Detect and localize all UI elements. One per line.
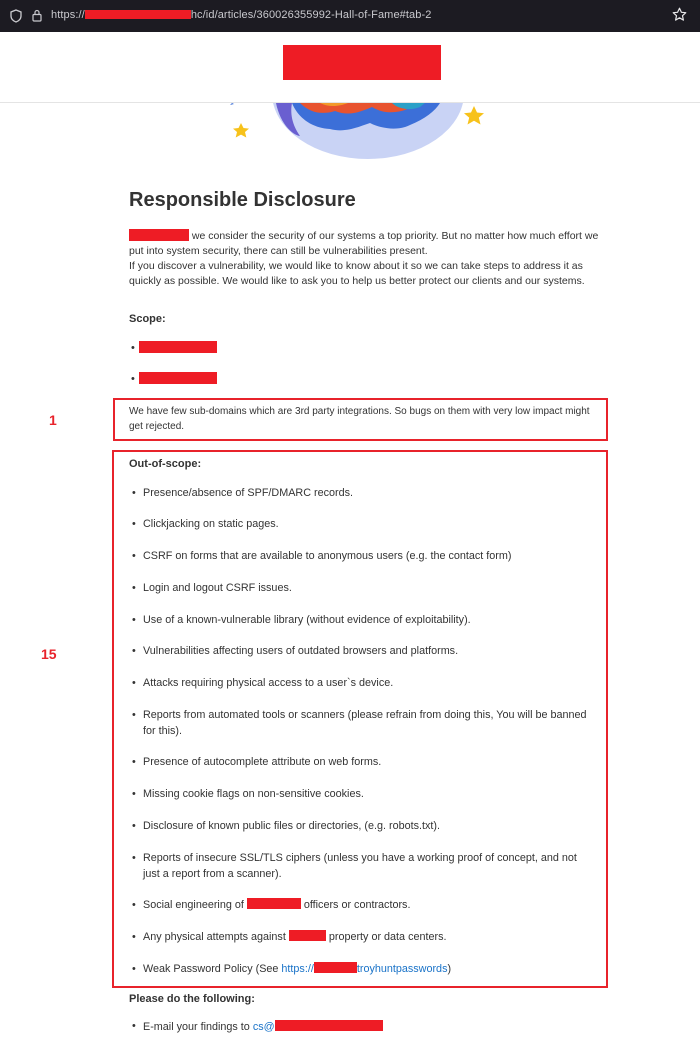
address-bar[interactable]: [51, 9, 431, 21]
redacted-logo[interactable]: [283, 45, 441, 80]
list-item: • Vulnerabilities affecting users of outdated browsers and platforms.: [132, 643, 592, 659]
site-header: [0, 32, 700, 103]
list-item: [132, 961, 592, 977]
shield-icon[interactable]: [10, 9, 22, 23]
redacted-company-name: [247, 898, 301, 909]
physical-pre-text: Any physical attempts against: [143, 931, 289, 943]
lock-icon[interactable]: [32, 9, 42, 22]
redacted-company-name: [129, 229, 189, 241]
redacted-domain: [85, 10, 191, 19]
list-item: • CSRF on forms that are available to anonymous users (e.g. the contact form): [132, 548, 592, 564]
scope-item: •: [131, 372, 217, 385]
intro-line2: If you discover a vulnerability, we would like to know about it so we can take steps to address it as quickly as possible. We would like to ask you to help us better protect our clients and our systems.: [129, 260, 585, 287]
weak-pre-text: Weak Password Policy (See: [143, 963, 282, 975]
list-item: • Presence of autocomplete attribute on web forms.: [132, 754, 592, 770]
redacted-link-domain: [314, 962, 357, 973]
redacted-scope-domain: [139, 372, 217, 384]
list-item: [132, 897, 592, 913]
list-item: • Presence/absence of SPF/DMARC records.: [132, 485, 592, 501]
intro-line1: we consider the security of our systems a top priority. But no matter how much effort we put into system security, there can still be vulnerabilities present.: [129, 230, 599, 257]
out-of-scope-heading: Out-of-scope:: [129, 458, 202, 470]
url-prefix: https://: [51, 9, 85, 21]
page-title: Responsible Disclosure: [129, 189, 356, 211]
redacted-scope-domain: [139, 341, 217, 353]
list-item: • Clickjacking on static pages.: [132, 516, 592, 532]
annotation-label-15: 15: [41, 646, 57, 662]
url-suffix: hc/id/articles/360026355992-Hall-of-Fame#tab-2: [190, 9, 432, 21]
hero-art: [0, 103, 700, 163]
list-item: [132, 1020, 383, 1033]
physical-post-text: property or data centers.: [325, 931, 447, 943]
list-item: • Missing cookie flags on non-sensitive cookies.: [132, 786, 592, 802]
list-item: • Login and logout CSRF issues.: [132, 580, 592, 596]
annotation-label-1: 1: [49, 412, 57, 428]
follow-heading: Please do the following:: [129, 993, 255, 1005]
intro-paragraph: [129, 229, 599, 289]
email-link[interactable]: [253, 1021, 383, 1033]
email-link-prefix: cs@: [252, 1021, 275, 1033]
scope-note: We have few sub-domains which are 3rd party integrations. So bugs on them with very low impact might get rejected.: [129, 406, 590, 432]
scope-item: •: [131, 341, 217, 354]
link-prefix: https://: [281, 963, 314, 975]
list-item: • Reports from automated tools or scanners (please refrain from doing this, You will be banned for this).: [132, 707, 592, 739]
redacted-email-domain: [275, 1020, 383, 1031]
hero-illustration: [0, 103, 700, 163]
list-item: • Reports of insecure SSL/TLS ciphers (unless you have a working proof of concept, and not just a report from a scanner).: [132, 850, 592, 882]
list-item: [132, 929, 592, 945]
list-item: • Disclosure of known public files or directories, (e.g. robots.txt).: [132, 818, 592, 834]
link-suffix: troyhuntpasswords: [356, 963, 448, 975]
browser-toolbar: [0, 0, 700, 32]
redacted-company-name: [289, 930, 326, 941]
scope-heading: Scope:: [129, 313, 166, 325]
email-pre-text: E-mail your findings to: [143, 1021, 253, 1033]
social-pre-text: Social engineering of: [143, 899, 247, 911]
list-item: • Use of a known-vulnerable library (without evidence of exploitability).: [132, 612, 592, 628]
weak-post-text: ): [447, 963, 452, 975]
list-item: • Attacks requiring physical access to a user`s device.: [132, 675, 592, 691]
troyhunt-passwords-link[interactable]: [281, 963, 447, 975]
bookmark-star-icon[interactable]: [672, 7, 687, 22]
social-post-text: officers or contractors.: [300, 899, 411, 911]
